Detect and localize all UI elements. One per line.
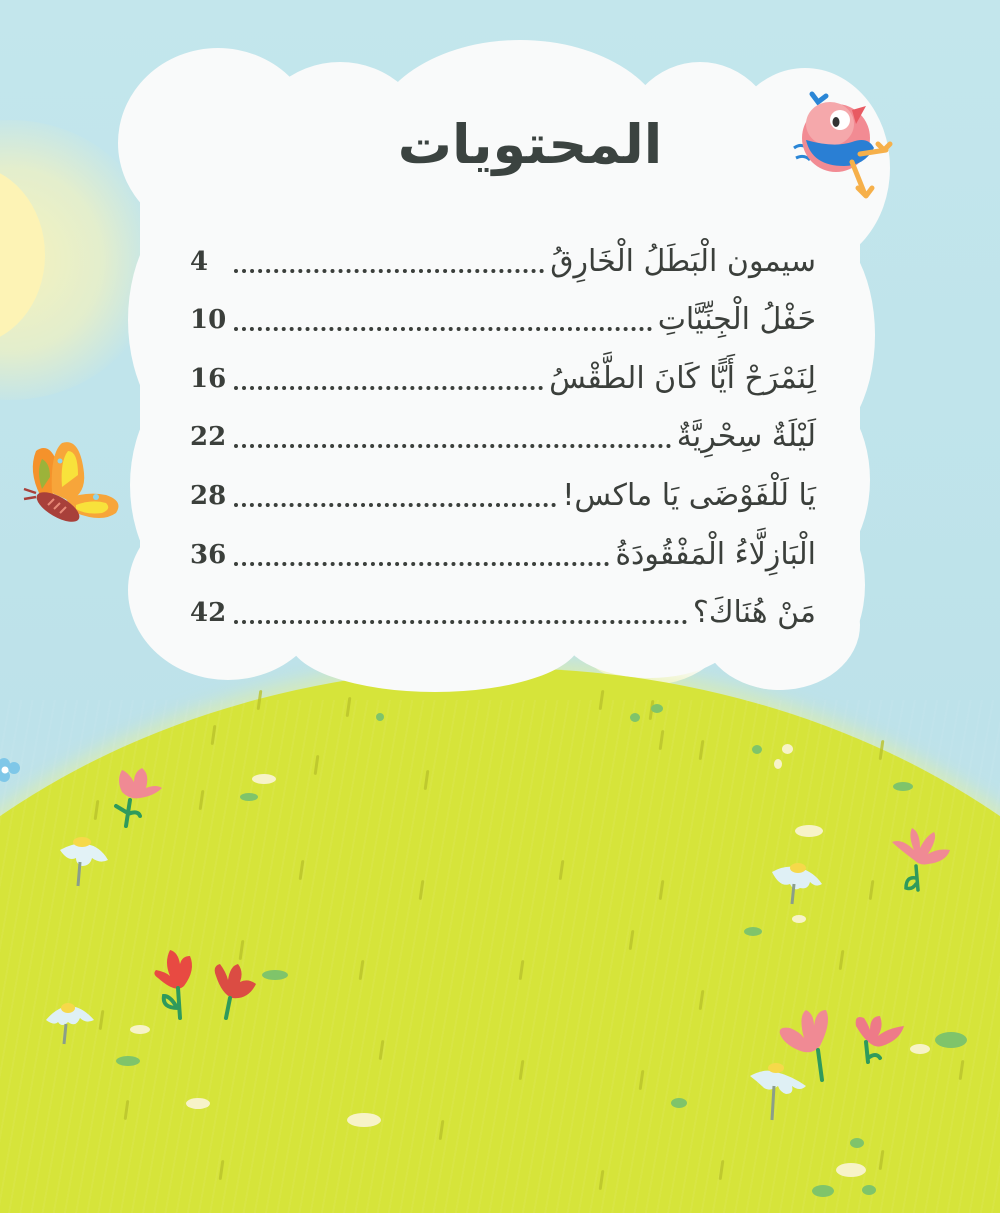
- toc-title: يَا لَلْفَوْضَى يَا ماكس!: [562, 477, 816, 513]
- toc-page-number: 10: [190, 305, 227, 336]
- grass-hill: [0, 668, 1000, 1213]
- dot-leader: [234, 620, 687, 624]
- toc-page-number: 16: [190, 363, 227, 394]
- page-title: المحتويات: [397, 113, 663, 176]
- pink-flower-icon: [890, 826, 956, 896]
- dot-leader: [234, 503, 556, 507]
- white-daisy-icon: [746, 1060, 810, 1126]
- toc-row[interactable]: [190, 402, 816, 461]
- toc-page-number: 28: [190, 480, 227, 511]
- toc-page-number: 4: [190, 246, 209, 277]
- table-of-contents: [190, 226, 816, 636]
- toc-title: الْبَازِلَّاءُ الْمَفْقُودَةُ: [615, 536, 816, 572]
- dot-leader: [234, 386, 543, 390]
- toc-title: مَنْ هُنَاكَ؟: [692, 595, 816, 631]
- pink-tulip-icon: [852, 1012, 910, 1072]
- toc-title: لِنَمْرَحْ أَيًّا كَانَ الطَّقْسُ: [549, 360, 816, 396]
- toc-row[interactable]: [190, 519, 816, 578]
- dot-leader: [234, 444, 671, 448]
- toc-row[interactable]: [190, 285, 816, 344]
- toc-title: سيمون الْبَطَلُ الْخَارِقُ: [550, 243, 816, 279]
- bird-icon: [790, 88, 910, 208]
- white-daisy-icon: [42, 996, 97, 1046]
- toc-row[interactable]: [190, 226, 816, 285]
- dot-leader: [234, 327, 652, 331]
- butterfly-icon: [12, 435, 122, 530]
- toc-row[interactable]: [190, 578, 816, 637]
- white-daisy-icon: [54, 832, 114, 892]
- toc-page-number: 42: [190, 598, 227, 629]
- toc-title: حَفْلُ الْجِنِّيَّاتِ: [657, 302, 816, 338]
- blue-flower-icon: [0, 756, 24, 786]
- toc-row[interactable]: [190, 343, 816, 402]
- toc-row[interactable]: [190, 460, 816, 519]
- red-tulip-icon: [150, 948, 205, 1023]
- pink-tulip-icon: [108, 766, 168, 838]
- dot-leader: [234, 562, 609, 566]
- white-daisy-icon: [770, 860, 826, 910]
- red-tulip-icon: [210, 962, 260, 1022]
- toc-title: لَيْلَةٌ سِحْرِيَّةٌ: [676, 419, 816, 455]
- toc-page-number: 22: [190, 422, 227, 453]
- toc-page-number: 36: [190, 539, 227, 570]
- dot-leader: [234, 269, 544, 273]
